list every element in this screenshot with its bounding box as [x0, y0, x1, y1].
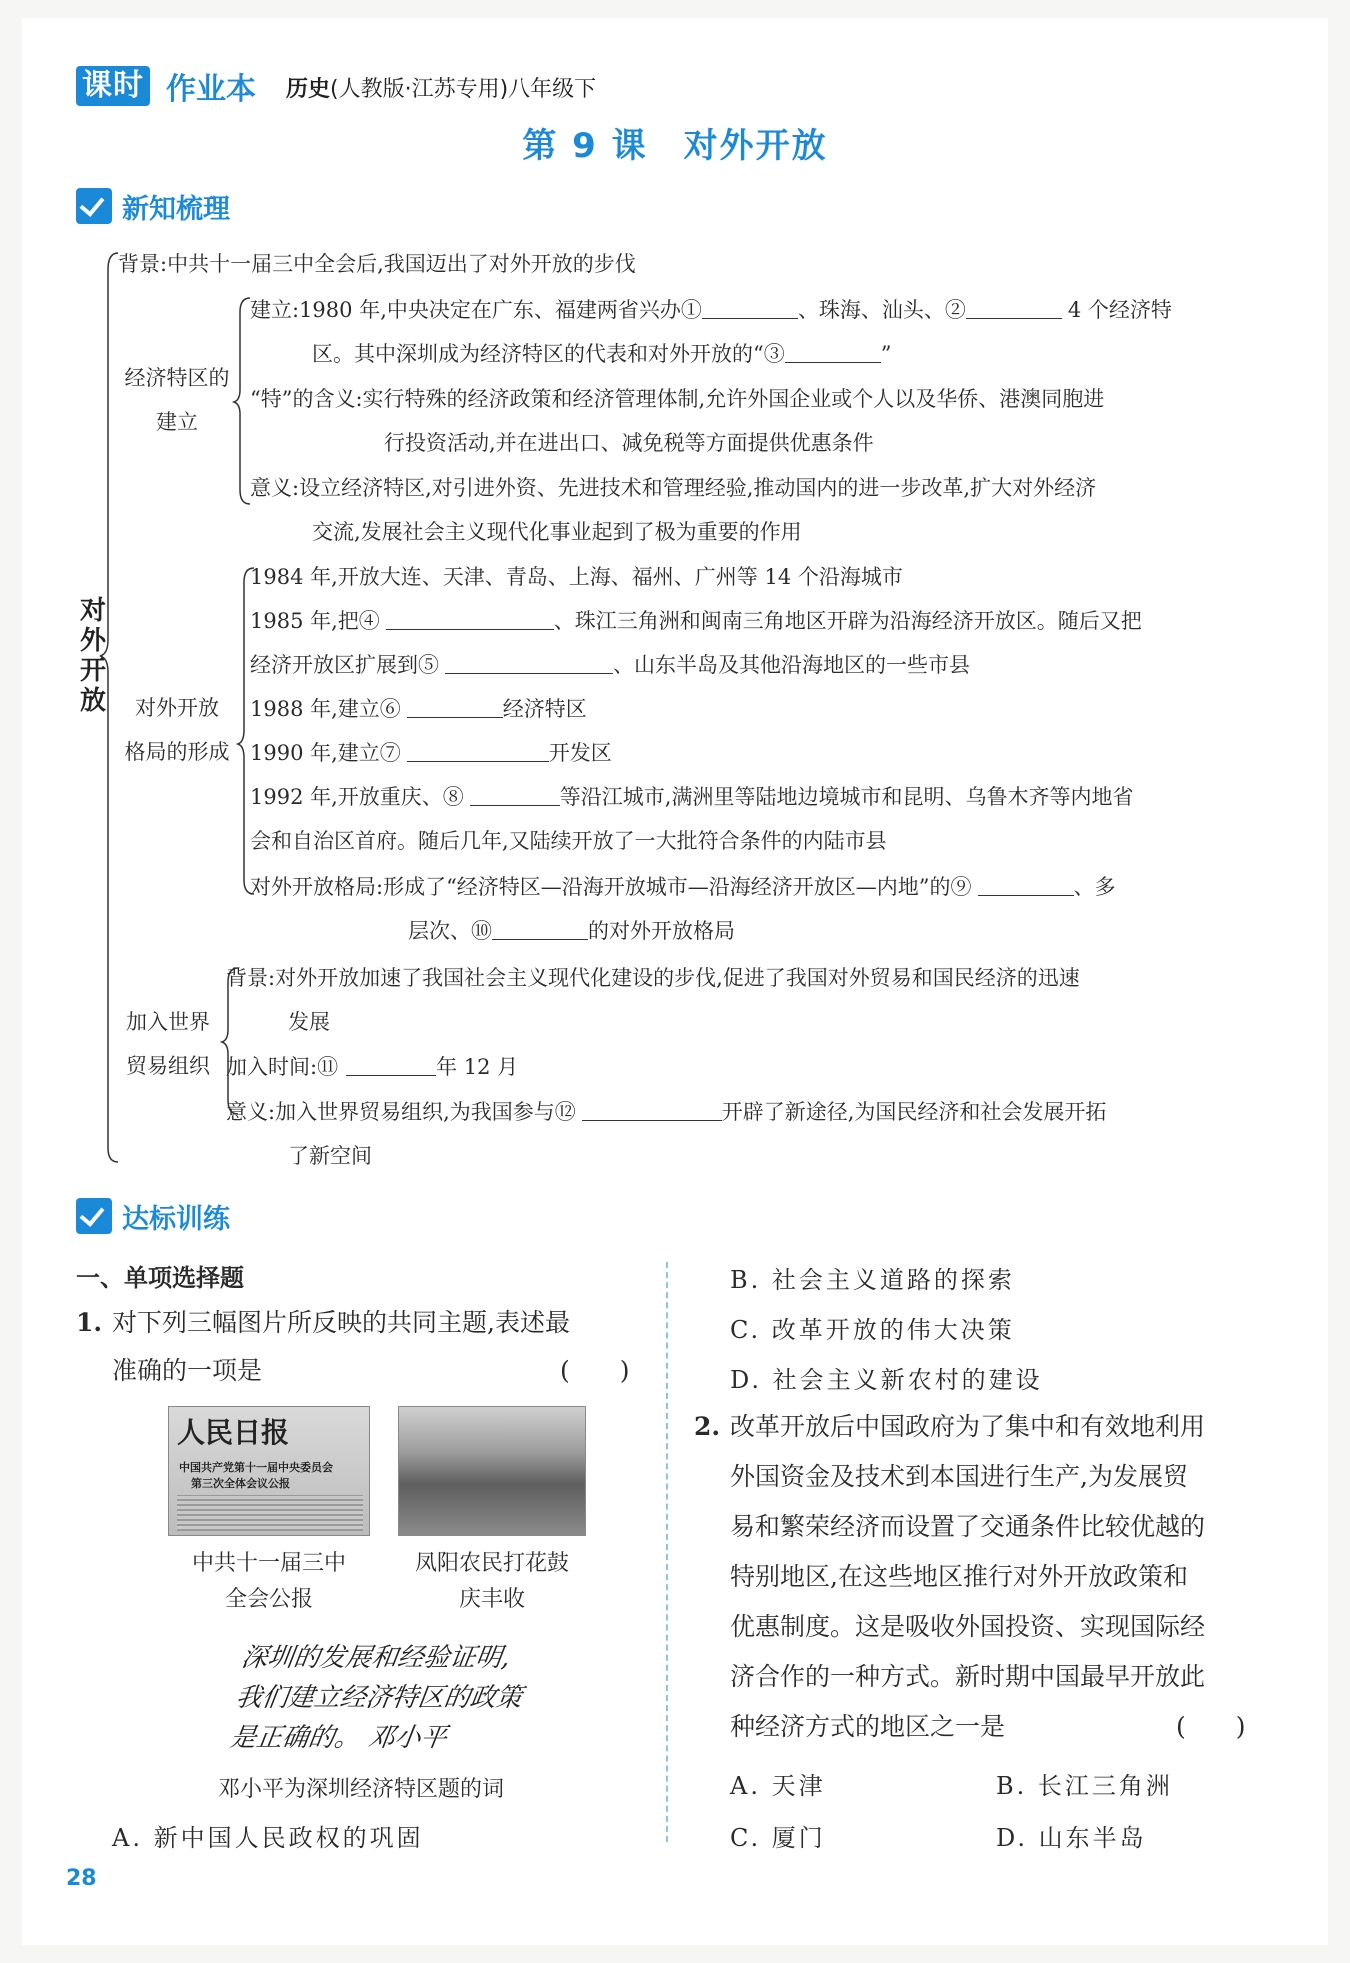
q1-stem-line1: 对下列三幅图片所反映的共同主题,表述最	[112, 1308, 570, 1337]
q1-option-b[interactable]: B. 社会主义道路的探索	[730, 1266, 1015, 1294]
q1-answer-paren[interactable]: ( )	[560, 1356, 630, 1385]
q1-number: 1.	[76, 1308, 103, 1337]
brand-logo: 课时	[76, 66, 150, 106]
text: 经济开放区扩展到⑤	[250, 653, 439, 677]
pattern-1984: 1984 年,开放大连、天津、青岛、上海、福州、广州等 14 个沿海城市	[250, 565, 903, 589]
wto-label	[112, 1000, 224, 1088]
sez-meaning-cont: 交流,发展社会主义现代化事业起到了极为重要的作用	[312, 520, 802, 544]
text: 层次、⑩	[408, 919, 492, 943]
pattern-1985	[250, 607, 1142, 635]
page-number: 28	[66, 1866, 97, 1891]
text: 1990 年,建立⑦	[250, 741, 401, 765]
pattern-1992	[250, 783, 1133, 811]
q1-option-a[interactable]: A. 新中国人民政权的巩固	[112, 1824, 424, 1852]
text: 区。其中深圳成为经济特区的代表和对外开放的“③	[312, 342, 785, 366]
q1-stem-line2: 准确的一项是	[112, 1356, 263, 1385]
wto-label-line2: 贸易组织	[126, 1054, 210, 1078]
text: 、珠江三角洲和闽南三角地区开辟为沿海经济开放区。随后又把	[553, 609, 1142, 633]
q1-option-c[interactable]: C. 改革开放的伟大决策	[730, 1316, 1015, 1344]
caption-2-line1: 凤阳农民打花鼓	[414, 1551, 569, 1576]
text: 4 个经济特	[1067, 298, 1172, 322]
farmers-drum-photo	[398, 1406, 586, 1536]
caption-3: 邓小平为深圳经济特区题的词	[218, 1777, 505, 1802]
q2-stem-line2: 外国资金及技术到本国进行生产,为发展贸	[730, 1462, 1188, 1491]
blank-3[interactable]	[785, 341, 881, 363]
q2-option-c[interactable]: C. 厦门	[730, 1824, 826, 1852]
calligraphy-line1: 深圳的发展和经验证明,	[239, 1643, 512, 1673]
pattern-label-line2: 格局的形成	[124, 740, 230, 764]
blank-2[interactable]	[966, 297, 1062, 319]
section-heading-practice	[76, 1198, 230, 1238]
blank-10[interactable]	[492, 918, 588, 940]
q2-option-d[interactable]: D. 山东半岛	[996, 1824, 1147, 1852]
text: 1988 年,建立⑥	[250, 697, 401, 721]
blank-11[interactable]	[346, 1054, 436, 1076]
text: 等沿江城市,满洲里等陆地边境城市和昆明、乌鲁木齐等内地省	[559, 785, 1134, 809]
wto-time	[226, 1053, 518, 1081]
q2-stem-line6: 济合作的一种方式。新时期中国最早开放此	[730, 1662, 1206, 1691]
sez-special: “特”的含义:实行特殊的经济政策和经济管理体制,允许外国企业或个人以及华侨、港澳同胞进	[250, 387, 1105, 411]
text: 开发区	[548, 741, 612, 765]
wto-meaning-cont: 了新空间	[288, 1144, 372, 1168]
q2-stem-line1: 改革开放后中国政府为了集中和有效地利用	[730, 1412, 1206, 1441]
section-title: 达标训练	[122, 1204, 230, 1235]
subject-name: 历史	[286, 77, 331, 102]
blank-5[interactable]	[445, 652, 613, 674]
sez-establish-cont	[312, 340, 891, 368]
text: 年 12 月	[436, 1055, 519, 1079]
newspaper-body-text	[177, 1495, 363, 1531]
text: 1992 年,开放重庆、⑧	[250, 785, 464, 809]
text: ”	[880, 342, 892, 366]
q2-option-a[interactable]: A. 天津	[730, 1772, 826, 1800]
pattern-layout	[250, 873, 1116, 901]
column-divider	[666, 1262, 668, 1842]
pattern-label	[112, 686, 242, 774]
caption-2-line2: 庆丰收	[458, 1587, 525, 1612]
text: 1985 年,把④	[250, 609, 380, 633]
sez-label-line1: 经济特区的	[124, 366, 230, 390]
q2-answer-paren[interactable]: ( )	[1176, 1712, 1246, 1741]
caption-1	[168, 1546, 370, 1618]
wto-label-line1: 加入世界	[126, 1010, 210, 1034]
newspaper-masthead: 人民日报	[177, 1416, 290, 1449]
newspaper-headline-2: 第三次全体会议公报	[191, 1477, 290, 1490]
q2-stem-line3: 易和繁荣经济而设置了交通条件比较优越的	[730, 1512, 1206, 1541]
caption-1-line1: 中共十一届三中	[191, 1551, 346, 1576]
q2-option-b[interactable]: B. 长江三角洲	[996, 1772, 1173, 1800]
q2-stem-line5: 优惠制度。这是吸收外国投资、实现国际经	[730, 1612, 1206, 1641]
q1-option-d[interactable]: D. 社会主义新农村的建设	[730, 1366, 1043, 1394]
q2-stem-line7: 种经济方式的地区之一是	[730, 1712, 1006, 1741]
text: 、多	[1073, 875, 1116, 899]
series-title: 作业本	[166, 72, 256, 107]
text: 、珠海、汕头、②	[797, 298, 966, 322]
text: 的对外开放格局	[588, 919, 735, 943]
text: 经济特区	[502, 697, 587, 721]
calligraphy-inscription	[228, 1638, 545, 1758]
newspaper-image	[168, 1406, 370, 1536]
subject-edition: (人教版·江苏专用)八年级下	[330, 77, 597, 102]
q2-number: 2.	[694, 1412, 721, 1441]
blank-7[interactable]	[407, 740, 549, 762]
lesson-title: 第 9 课 对外开放	[522, 126, 828, 166]
outline-background: 背景:中共十一届三中全会后,我国迈出了对外开放的步伐	[118, 252, 636, 276]
blank-9[interactable]	[978, 874, 1074, 896]
pattern-1988	[250, 695, 587, 723]
sez-meaning: 意义:设立经济特区,对引进外资、先进技术和管理经验,推动国内的进一步改革,扩大对外经济	[250, 476, 1097, 500]
section-title: 新知梳理	[122, 194, 230, 225]
text: 意义:加入世界贸易组织,为我国参与⑫	[226, 1100, 576, 1124]
text: 对外开放格局:形成了“经济特区—沿海开放城市—沿海经济开放区—内地”的⑨	[250, 875, 972, 899]
sez-label-line2: 建立	[156, 410, 198, 434]
newspaper-headline-1: 中国共产党第十一届中央委员会	[179, 1461, 333, 1474]
calligraphy-line3: 是正确的。 邓小平	[228, 1723, 449, 1753]
pattern-layout-cont	[408, 917, 735, 945]
text: 开辟了新途径,为国民经济和社会发展开拓	[721, 1100, 1107, 1124]
pattern-1992-cont: 会和自治区首府。随后几年,又陆续开放了一大批符合条件的内陆市县	[250, 829, 887, 853]
text: 加入时间:⑪	[226, 1055, 339, 1079]
pattern-label-line1: 对外开放	[135, 696, 219, 720]
caption-1-line2: 全会公报	[224, 1587, 313, 1612]
part-title: 一、单项选择题	[76, 1264, 244, 1292]
blank-1[interactable]	[702, 297, 798, 319]
calligraphy-line2: 我们建立经济特区的政策	[233, 1683, 525, 1713]
q2-stem-line4: 特别地区,在这些地区推行对外开放政策和	[730, 1562, 1188, 1591]
wto-background-cont: 发展	[288, 1010, 330, 1034]
text: 建立:1980 年,中央决定在广东、福建两省兴办①	[250, 298, 702, 322]
sez-special-cont: 行投资活动,并在进出口、减免税等方面提供优惠条件	[384, 431, 874, 455]
text: 、山东半岛及其他沿海地区的一些市县	[613, 653, 970, 677]
blank-4[interactable]	[386, 608, 554, 630]
wto-meaning	[226, 1098, 1106, 1126]
blank-6[interactable]	[407, 696, 503, 718]
wto-background: 背景:对外开放加速了我国社会主义现代化建设的步伐,促进了我国对外贸易和国民经济的迅速	[226, 966, 1080, 990]
outline-root-label: 对外开放	[79, 596, 106, 716]
blank-8[interactable]	[470, 784, 560, 806]
caption-2	[398, 1546, 586, 1618]
pencil-icon	[76, 1198, 112, 1234]
pattern-1990	[250, 739, 612, 767]
sez-label	[112, 356, 242, 444]
sez-establish	[250, 296, 1172, 324]
blank-12[interactable]	[582, 1099, 722, 1121]
pattern-1985-cont	[250, 651, 970, 679]
